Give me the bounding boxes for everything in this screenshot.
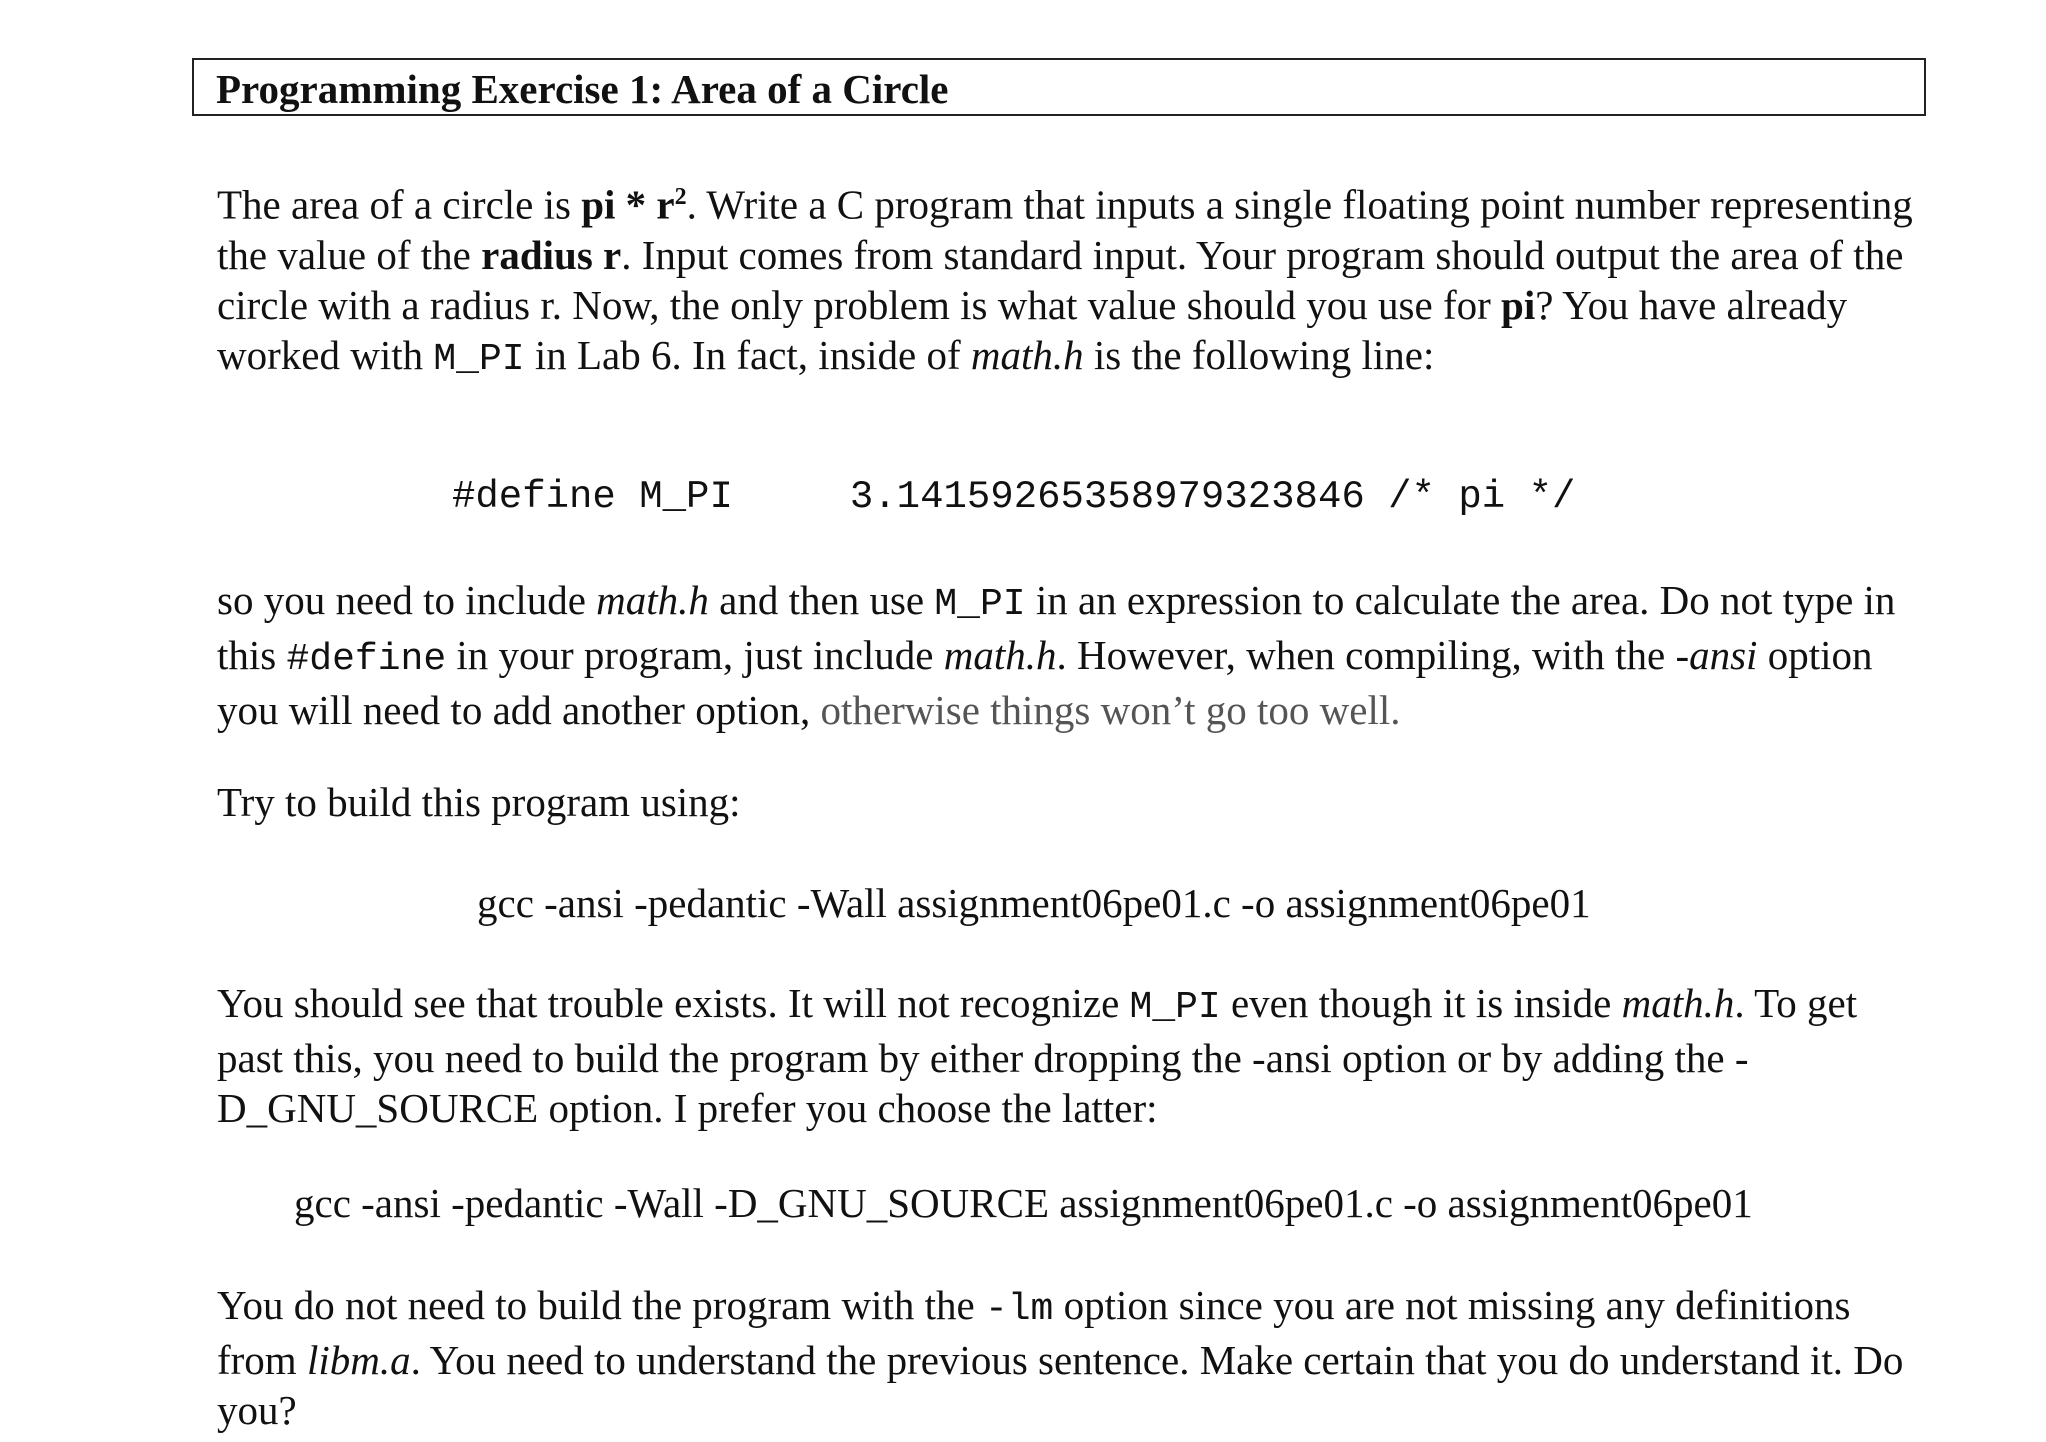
paragraph-try-build: Try to build this program using: xyxy=(217,779,741,825)
paragraph-trouble xyxy=(217,978,1917,1133)
superscript: 2 xyxy=(674,184,687,210)
mathh-term: math.h xyxy=(970,331,1084,378)
radius-term: radius r xyxy=(481,231,622,278)
paragraph-lm xyxy=(217,1280,1917,1435)
formula: pi * r xyxy=(581,181,675,228)
text: in your program, just include xyxy=(446,632,944,678)
text: . You need to understand the previous sentence. Make certain that you do understand it. Do you? xyxy=(217,1337,1904,1433)
text: The area of a circle is xyxy=(217,181,582,228)
text: ? You have already worked with xyxy=(217,281,1848,378)
text: otherwise things won’t go too well. xyxy=(820,687,1401,733)
text: . Input comes from standard input. Your program should output the area of the circle with a radius r. Now, the only problem is what value should you use for xyxy=(217,231,1904,328)
paragraph-intro xyxy=(217,172,1917,385)
mathh-term: math.h xyxy=(1621,980,1735,1026)
build-command-2: gcc -ansi -pedantic -Wall -D_GNU_SOURCE assignment06pe01.c -o assignment06pe01 xyxy=(294,1180,1753,1226)
text: is the following line: xyxy=(1083,331,1435,378)
mpi-code: M_PI xyxy=(1129,986,1221,1029)
pi-term: pi xyxy=(1501,281,1536,328)
define-code: #define xyxy=(286,638,447,681)
exercise-title: Programming Exercise 1: Area of a Circle xyxy=(216,66,949,112)
text: . Write a C program that inputs a single floating point number representing the value of the xyxy=(217,181,1913,278)
ansi-term: -ansi xyxy=(1675,632,1758,678)
mathh-term: math.h xyxy=(596,577,709,623)
title-box xyxy=(192,58,1926,116)
text: . To get past this, you need to build the program by either dropping the -ansi option or by adding the -D_GNU_SOURCE option. I prefer you choose the latter: xyxy=(217,980,1858,1131)
text: and then use xyxy=(708,577,935,623)
define-code-line: #define M_PI 3.14159265358979323846 /* pi */ xyxy=(452,475,1576,519)
build-command-1: gcc -ansi -pedantic -Wall assignment06pe01.c -o assignment06pe01 xyxy=(477,880,1591,926)
lm-code: -lm xyxy=(984,1288,1054,1331)
text: option since you are not missing any definitions from xyxy=(217,1282,1851,1383)
paragraph-include xyxy=(217,575,1917,735)
text: You do not need to build the program with the xyxy=(217,1282,985,1328)
libm-term: libm.a xyxy=(306,1337,411,1383)
text: in Lab 6. In fact, inside of xyxy=(524,331,971,378)
mathh-term: math.h xyxy=(943,632,1057,678)
text: option you will need to add another option, xyxy=(217,632,1873,733)
text: . However, when compiling, with the xyxy=(1056,632,1676,678)
text: even though it is inside xyxy=(1220,980,1622,1026)
text: so you need to include xyxy=(217,577,597,623)
mpi-code: M_PI xyxy=(934,583,1026,626)
text: You should see that trouble exists. It will not recognize xyxy=(217,980,1130,1026)
text: in an expression to calculate the area. Do not type in this xyxy=(217,577,1896,678)
mpi-code: M_PI xyxy=(433,337,525,381)
